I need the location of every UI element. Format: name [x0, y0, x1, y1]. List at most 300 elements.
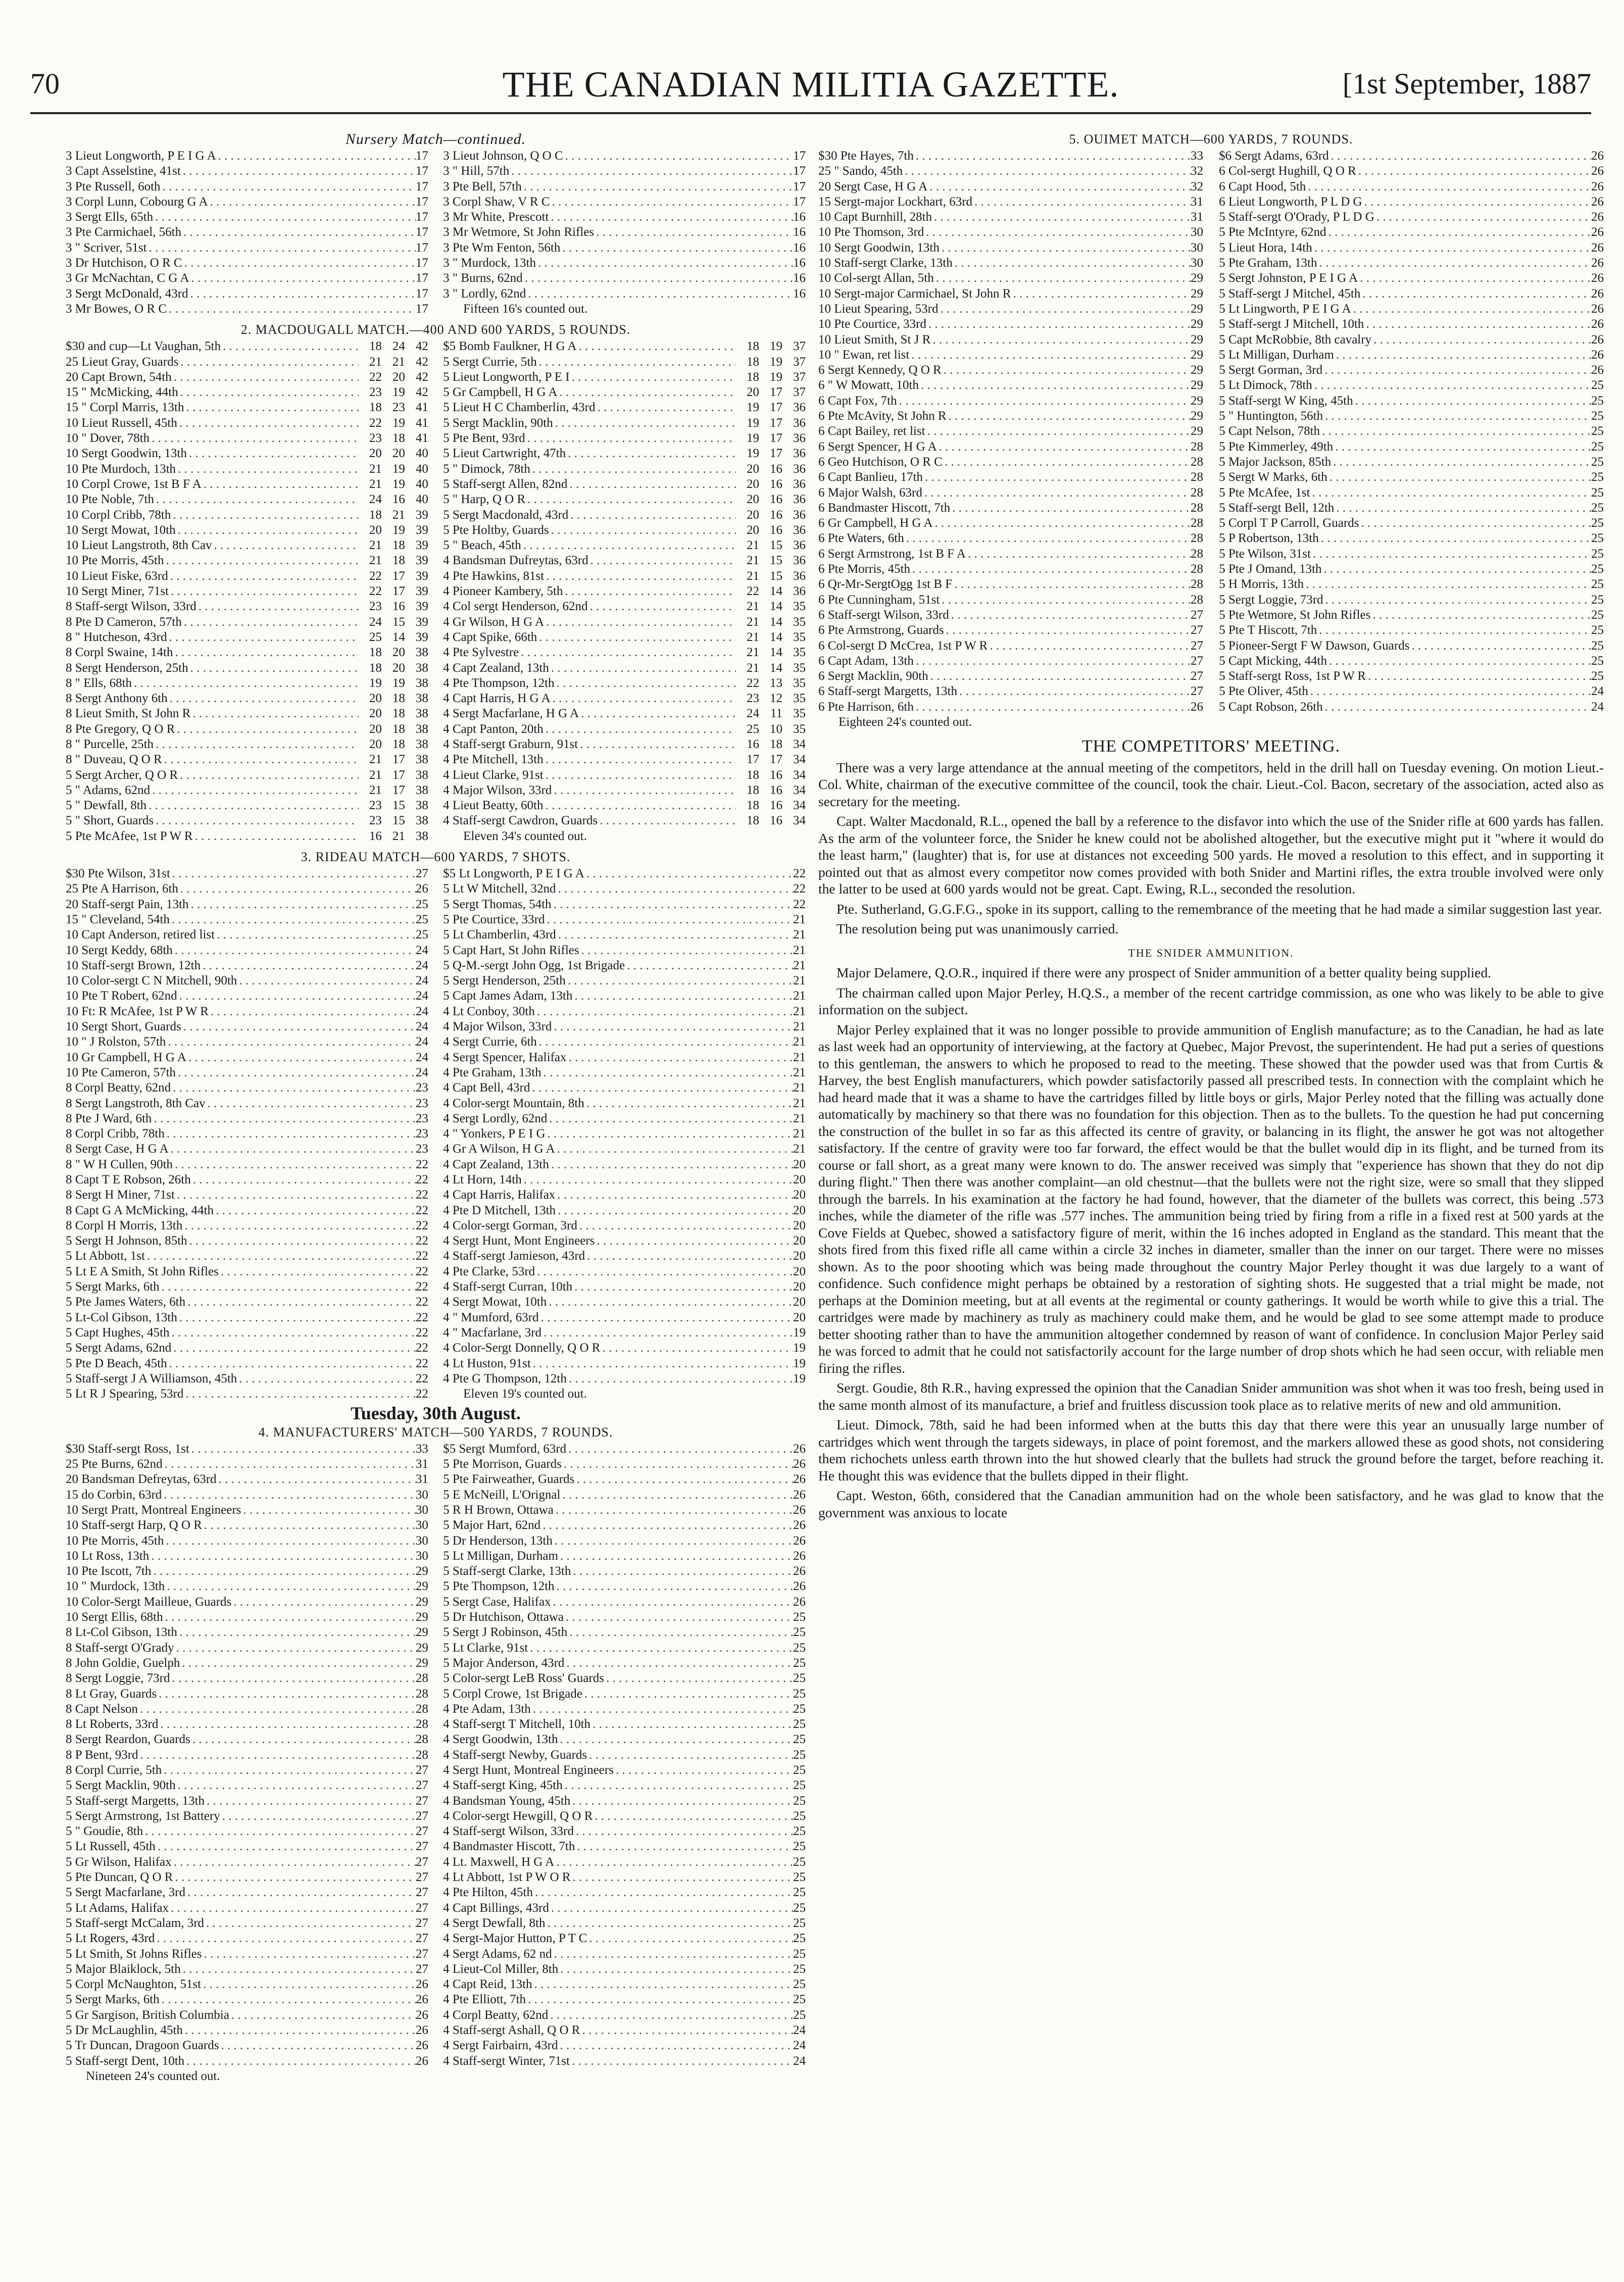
- leader-dots: [149, 1549, 416, 1564]
- result-entry: [443, 1595, 806, 1610]
- result-entry: [443, 1371, 806, 1386]
- result-entry: [818, 240, 1203, 256]
- competitor-name: 5 Sergt Currie, 5th: [443, 355, 537, 369]
- competitor-score: 17: [415, 164, 428, 178]
- competitor-score: 25: [793, 1916, 806, 1930]
- competitor-score: 26: [415, 1977, 428, 1992]
- leader-dots: [570, 1794, 793, 1809]
- result-entry: [818, 179, 1203, 194]
- competitor-score: 25: [793, 1901, 806, 1915]
- leader-dots: [519, 645, 736, 660]
- competitor-name: 8 " W H Cullen, 90th: [66, 1157, 173, 1171]
- leader-dots: [544, 615, 736, 630]
- leader-dots: [176, 523, 359, 538]
- competitor-name: $5 Bomb Faulkner, H G A: [443, 339, 577, 354]
- competitor-name: 10 Pte Murdoch, 13th: [66, 462, 176, 476]
- score-600: 17: [770, 416, 782, 430]
- leader-dots: [563, 148, 793, 164]
- leader-dots: [150, 783, 359, 798]
- competitor-name: 5 Sergt Henderson, 25th: [443, 974, 566, 988]
- leader-dots: [903, 164, 1191, 179]
- leader-dots: [556, 881, 793, 897]
- competitor-name: 4 Pte Adam, 13th: [443, 1702, 531, 1716]
- result-entry: [443, 973, 806, 988]
- result-entry: [443, 1203, 806, 1218]
- score-400: 22: [369, 416, 382, 430]
- leader-dots: [154, 492, 359, 507]
- score-400: 20: [747, 492, 759, 507]
- leader-dots: [175, 1187, 416, 1203]
- result-entry: [443, 1549, 806, 1564]
- score-600: 17: [392, 569, 405, 583]
- competitor-name: 8 Sergt Case, H G A: [66, 1142, 169, 1156]
- competitor-score: 20: [793, 1310, 806, 1324]
- competitor-name: 6 Sergt Kennedy, Q O R: [818, 363, 942, 377]
- competitor-score: 22: [793, 897, 806, 911]
- score-total: 36: [793, 401, 806, 415]
- leader-dots: [950, 501, 1191, 516]
- range-scores: [359, 339, 428, 354]
- leader-dots: [555, 1579, 793, 1594]
- result-entry: [66, 1717, 428, 1732]
- leader-dots: [544, 752, 736, 767]
- score-600: 17: [770, 385, 782, 400]
- competitor-score: 30: [415, 1533, 428, 1548]
- competitor-name: 8 P Bent, 93rd: [66, 1748, 138, 1762]
- competitor-score: 25: [1591, 409, 1604, 423]
- result-entry: [66, 1533, 428, 1549]
- result-entry: [66, 164, 428, 179]
- competitor-name: 5 Staff-sergt Bell, 12th: [1219, 501, 1335, 515]
- competitor-name: 4 Capt Reid, 13th: [443, 1977, 532, 1992]
- score-total: 38: [415, 799, 428, 813]
- competitor-name: 8 Lt Roberts, 33rd: [66, 1717, 159, 1731]
- macdougall-left-list: [66, 339, 428, 844]
- competitor-score: 28: [1190, 455, 1203, 469]
- competitor-name: 6 Capt Fox, 7th: [818, 393, 897, 408]
- result-entry: [443, 2054, 806, 2069]
- result-entry: [818, 700, 1203, 715]
- competitor-name: 8 John Goldie, Guelph: [66, 1656, 180, 1670]
- nursery-title: Nursery Match—continued.: [345, 131, 526, 147]
- leader-dots: [147, 240, 416, 256]
- result-entry: [818, 516, 1203, 531]
- leader-dots: [237, 973, 416, 988]
- result-entry: [66, 1503, 428, 1518]
- competitor-score: 29: [1190, 424, 1203, 438]
- competitor-score: 29: [1190, 286, 1203, 301]
- leader-dots: [167, 302, 416, 317]
- result-entry: [66, 1931, 428, 1946]
- competitor-name: 5 Lt Dimock, 78th: [1219, 378, 1312, 392]
- range-scores: [736, 339, 806, 354]
- range-scores: [736, 691, 806, 706]
- competitor-score: 24: [415, 1050, 428, 1064]
- competitor-name: 4 " Yonkers, P E I G: [443, 1127, 546, 1141]
- leader-dots: [191, 1172, 416, 1187]
- competitor-score: 27: [415, 867, 428, 881]
- score-600: 19: [770, 355, 782, 369]
- competitor-score: 25: [793, 1671, 806, 1685]
- competitor-name: 3 " Scriver, 51st: [66, 240, 147, 255]
- result-entry: [443, 881, 806, 897]
- competitor-name: 4 Staff-sergt Graburn, 91st: [443, 737, 578, 751]
- result-entry: [66, 1839, 428, 1854]
- score-total: 42: [415, 339, 428, 354]
- competitor-name: 6 Bandmaster Hiscott, 7th: [818, 501, 951, 515]
- leader-dots: [241, 1503, 415, 1518]
- competitor-name: 4 Sergt Hunt, Mont Engineers: [443, 1234, 595, 1248]
- competitor-name: 3 Lieut Johnson, Q O C: [443, 149, 563, 163]
- score-total: 35: [793, 661, 806, 675]
- competitor-name: 5 Pte Oliver, 45th: [1219, 684, 1308, 699]
- result-entry: [66, 1295, 428, 1310]
- score-400: 21: [369, 753, 382, 767]
- score-total: 36: [793, 416, 806, 430]
- score-600: 18: [392, 538, 405, 553]
- result-entry: [66, 538, 428, 553]
- leader-dots: [1317, 256, 1591, 271]
- article-paragraph: Major Delamere, Q.O.R., inquired if there were any prospect of Snider ammunition of a better quality being supplied.: [836, 965, 1491, 981]
- result-entry: [1219, 240, 1604, 256]
- competitor-name: 4 Staff-sergt Ashall, Q O R: [443, 2023, 580, 2038]
- competitor-name: 5 Lt Smith, St Johns Rifles: [66, 1947, 202, 1961]
- leader-dots: [570, 2054, 793, 2069]
- result-entry: [1219, 256, 1604, 271]
- score-400: 25: [747, 722, 759, 736]
- competitor-score: 26: [1591, 240, 1604, 255]
- result-entry: [1219, 485, 1604, 501]
- leader-dots: [175, 722, 358, 737]
- result-entry: [66, 1386, 428, 1402]
- competitor-name: 5 Dr McLaughlin, 45th: [66, 2023, 183, 2038]
- competitor-name: 5 " Dewfall, 8th: [66, 799, 147, 813]
- leader-dots: [187, 446, 359, 461]
- leader-dots: [542, 1065, 793, 1080]
- competitor-name: 6 Staff-sergt Wilson, 33rd: [818, 608, 949, 622]
- score-600: 21: [392, 508, 405, 522]
- result-entry: [66, 286, 428, 302]
- leader-dots: [190, 706, 359, 721]
- competitor-name: 6 Col-sergt Hughill, Q O R: [1219, 164, 1356, 178]
- leader-dots: [914, 700, 1191, 715]
- result-entry: [443, 569, 806, 584]
- competitor-score: 22: [415, 1218, 428, 1232]
- result-entry: [66, 1310, 428, 1325]
- leader-dots: [537, 355, 736, 370]
- competitor-name: 4 Lt Conboy, 30th: [443, 1004, 535, 1018]
- result-entry: [66, 737, 428, 752]
- leader-dots: [1366, 669, 1591, 684]
- leader-dots: [1353, 393, 1591, 409]
- competitor-name: 6 Sergt Armstrong, 1st B F A: [818, 547, 966, 561]
- competitor-score: 22: [415, 1280, 428, 1294]
- competitor-score: 28: [415, 1732, 428, 1747]
- leader-dots: [1364, 317, 1591, 332]
- competitor-name: 4 Lt. Maxwell, H G A: [443, 1855, 555, 1869]
- competitor-name: 4 " Macfarlane, 3rd: [443, 1325, 542, 1340]
- competitor-name: 5 Gr Campbell, H G A: [443, 385, 558, 400]
- competitor-name: 6 " W Mowatt, 10th: [818, 378, 919, 392]
- competitor-name: $30 Staff-sergt Ross, 1st: [66, 1442, 189, 1456]
- score-total: 36: [793, 462, 806, 476]
- leader-dots: [167, 630, 358, 645]
- leader-dots: [182, 256, 416, 271]
- leader-dots: [196, 599, 359, 614]
- score-400: 22: [747, 584, 759, 599]
- result-entry: [1219, 470, 1604, 485]
- competitor-name: 5 Sergt Marks, 6th: [66, 1993, 160, 2007]
- score-400: 18: [369, 646, 382, 660]
- score-400: 18: [747, 799, 759, 813]
- competitor-score: 26: [1591, 210, 1604, 224]
- competitor-score: 25: [1591, 577, 1604, 591]
- competitor-score: 21: [793, 1050, 806, 1064]
- competitor-score: 17: [793, 164, 806, 178]
- score-total: 40: [415, 477, 428, 491]
- competitor-name: $6 Sergt Adams, 63rd: [1219, 149, 1329, 163]
- result-entry: [66, 385, 428, 400]
- score-600: 18: [392, 431, 405, 445]
- competitor-score: 17: [415, 179, 428, 193]
- result-entry: [443, 2023, 806, 2038]
- competitor-score: 25: [1591, 439, 1604, 454]
- result-entry: [818, 332, 1203, 348]
- result-entry: [66, 462, 428, 477]
- competitor-score: 30: [415, 1549, 428, 1563]
- leader-dots: [550, 194, 793, 210]
- result-entry: [1219, 669, 1604, 684]
- result-entry: [443, 179, 806, 194]
- score-total: 37: [793, 370, 806, 384]
- score-400: 18: [369, 508, 382, 522]
- leader-dots: [966, 547, 1191, 562]
- counted-out-note: Eleven 19's counted out.: [463, 1387, 587, 1401]
- competitor-name: 5 Lt Russell, 45th: [66, 1840, 156, 1854]
- score-600: 14: [392, 630, 405, 644]
- competitor-score: 31: [415, 1472, 428, 1486]
- score-400: 25: [369, 630, 382, 644]
- result-entry: [443, 538, 806, 553]
- result-entry: [818, 455, 1203, 470]
- result-entry: [1219, 562, 1604, 577]
- result-entry: [443, 1503, 806, 1518]
- leader-dots: [156, 1839, 416, 1854]
- competitor-name: 5 Staff-sergt J A Williamson, 45th: [66, 1371, 237, 1385]
- competitor-score: 19: [793, 1341, 806, 1355]
- competitor-score: 27: [415, 1824, 428, 1839]
- competitor-name: 8 Lt Gray, Guards: [66, 1686, 157, 1701]
- range-scores: [736, 783, 806, 798]
- range-scores: [359, 584, 428, 599]
- leader-dots: [544, 569, 736, 584]
- leader-dots: [930, 332, 1191, 348]
- competitor-name: 4 Pte Hawkins, 81st: [443, 569, 545, 583]
- score-600: 17: [770, 431, 782, 445]
- score-600: 16: [770, 799, 782, 813]
- competitor-score: 24: [415, 1004, 428, 1018]
- leader-dots: [1312, 240, 1591, 256]
- leader-dots: [162, 752, 359, 767]
- competitor-name: 5 Capt Nelson, 78th: [1219, 424, 1320, 438]
- competitor-name: 5 " Beach, 45th: [443, 538, 521, 553]
- score-400: 21: [369, 768, 382, 782]
- leader-dots: [1362, 194, 1591, 210]
- competitor-name: 3 Corpl Shaw, V R C: [443, 194, 550, 209]
- leader-dots: [153, 210, 416, 225]
- competitor-name: 6 Col-sergt D McCrea, 1st P W R: [818, 638, 988, 653]
- result-entry: [66, 958, 428, 973]
- result-entry: [1219, 164, 1604, 179]
- result-entry: [818, 531, 1203, 546]
- competitor-name: 6 Qr-Mr-SergtOgg 1st B F: [818, 577, 953, 591]
- article-paragraph: There was a very large attendance at the annual meeting of the competitors, held in the drill hall on Tuesday evening. On motion Lieut.-Col. White, chairman of the executive committee of the council, took the chair. Lieut.-Col. Bacon, secretary of the association, acted also as secretary for the meeting.: [818, 759, 1604, 809]
- range-scores: [736, 584, 806, 599]
- score-400: 21: [747, 630, 759, 644]
- competitor-score: 25: [1591, 623, 1604, 637]
- score-600: 15: [392, 799, 405, 813]
- competitor-name: 4 Capt Panton, 20th: [443, 722, 544, 736]
- article-headline: THE COMPETITORS' MEETING.: [1081, 737, 1341, 756]
- competitor-score: 26: [1591, 302, 1604, 316]
- score-400: 21: [369, 538, 382, 553]
- leader-dots: [1317, 623, 1591, 638]
- competitor-name: 6 Capt Banlieu, 17th: [818, 470, 923, 484]
- score-600: 16: [770, 492, 782, 507]
- leader-dots: [174, 1641, 416, 1656]
- leader-dots: [600, 1341, 793, 1356]
- competitor-name: 5 Staff-sergt Ross, 1st P W R: [1219, 669, 1366, 683]
- result-entry: [443, 1341, 806, 1356]
- result-entry: [66, 1472, 428, 1487]
- competitor-score: 25: [415, 912, 428, 926]
- range-scores: [359, 676, 428, 691]
- score-total: 36: [793, 584, 806, 599]
- score-600: 18: [392, 737, 405, 751]
- competitor-score: 29: [1190, 348, 1203, 362]
- competitor-score: 25: [793, 1855, 806, 1869]
- competitor-score: 27: [1190, 608, 1203, 622]
- leader-dots: [536, 256, 793, 271]
- result-entry: [818, 424, 1203, 439]
- leader-dots: [202, 1518, 416, 1533]
- score-400: 20: [747, 462, 759, 476]
- leader-dots: [183, 1386, 416, 1402]
- leader-dots: [1306, 179, 1591, 194]
- competitor-score: 25: [1591, 592, 1604, 607]
- result-entry: [443, 225, 806, 240]
- leader-dots: [988, 638, 1191, 654]
- competitor-name: 15 Sergt-major Lockhart, 63rd: [818, 194, 973, 209]
- competitor-name: $5 Lt Longworth, P E I G A: [443, 867, 584, 881]
- competitor-score: 20: [793, 1234, 806, 1248]
- competitor-name: 8 Staff-sergt O'Grady: [66, 1641, 174, 1655]
- competitor-name: 5 Sergt Armstrong, 1st Battery: [66, 1809, 220, 1823]
- score-total: 38: [415, 829, 428, 843]
- competitor-score: 22: [415, 1203, 428, 1217]
- result-entry: [66, 1264, 428, 1279]
- competitor-name: 5 Q-M.-sergt John Ogg, 1st Brigade: [443, 958, 625, 972]
- range-scores: [736, 370, 806, 385]
- competitor-name: 4 Capt Harris, Halifax: [443, 1188, 556, 1202]
- leader-dots: [923, 470, 1191, 485]
- result-entry: [66, 783, 428, 798]
- competitor-score: 19: [793, 1325, 806, 1340]
- competitor-name: 10 Sergt Miner, 71st: [66, 584, 169, 599]
- leader-dots: [532, 1977, 793, 1992]
- leader-dots: [552, 1019, 793, 1034]
- competitor-name: 5 Major Jackson, 85th: [1219, 455, 1332, 469]
- nursery-left-list: [66, 148, 428, 317]
- competitor-name: 5 Lt-Col Gibson, 13th: [66, 1310, 177, 1324]
- competitor-name: 5 Tr Duncan, Dragoon Guards: [66, 2039, 219, 2053]
- result-entry: [1219, 286, 1604, 302]
- result-entry: [66, 210, 428, 225]
- score-400: 23: [369, 600, 382, 614]
- leader-dots: [190, 1732, 416, 1747]
- leader-dots: [157, 1686, 416, 1702]
- competitor-score: 22: [415, 1387, 428, 1401]
- result-entry: [66, 1187, 428, 1203]
- result-entry: [66, 1157, 428, 1172]
- result-entry: [443, 1962, 806, 1977]
- result-entry: [443, 1763, 806, 1778]
- leader-dots: [572, 1279, 793, 1295]
- score-400: 21: [747, 538, 759, 553]
- competitor-name: $30 and cup—Lt Vaughan, 5th: [66, 339, 221, 354]
- macdougall-results: [66, 339, 806, 844]
- score-total: 39: [415, 523, 428, 537]
- competitor-score: 19: [793, 1371, 806, 1385]
- competitor-name: 5 Major Blaiklock, 5th: [66, 1962, 181, 1976]
- leader-dots: [1323, 700, 1591, 715]
- result-entry: [1219, 638, 1604, 654]
- leader-dots: [158, 1717, 416, 1732]
- result-entry: [818, 393, 1203, 409]
- score-600: 19: [392, 462, 405, 476]
- range-scores: [736, 416, 806, 431]
- competitor-name: 5 Lt Milligan, Durham: [443, 1549, 558, 1563]
- score-400: 16: [747, 737, 759, 751]
- leader-dots: [169, 584, 359, 599]
- result-entry: [443, 1233, 806, 1249]
- range-scores: [359, 400, 428, 415]
- result-entry: [1219, 501, 1604, 516]
- competitor-name: 4 Pte Thompson, 12th: [443, 676, 555, 690]
- result-entry: [66, 988, 428, 1004]
- competitor-score: 25: [1591, 638, 1604, 653]
- competitor-score: 29: [1190, 363, 1203, 377]
- score-600: 16: [770, 462, 782, 476]
- competitor-score: 25: [793, 1732, 806, 1747]
- competitor-name: 5 Corpl McNaughton, 51st: [66, 1977, 202, 1992]
- competitor-score: 29: [1190, 393, 1203, 408]
- competitor-name: 15 do Corbin, 63rd: [66, 1487, 162, 1502]
- competitor-score: 25: [793, 1641, 806, 1655]
- score-total: 39: [415, 630, 428, 644]
- competitor-name: 5 Staff-sergt J Mitchel, 45th: [1219, 286, 1361, 301]
- competitor-name: 8 Capt Nelson: [66, 1702, 138, 1716]
- result-entry: [443, 897, 806, 912]
- score-total: 38: [415, 737, 428, 751]
- result-entry: [443, 912, 806, 927]
- competitor-score: 17: [415, 286, 428, 301]
- competitor-score: 25: [793, 1763, 806, 1777]
- day-heading: Tuesday, 30th August.: [351, 1403, 521, 1424]
- leader-dots: [560, 240, 793, 256]
- competitor-score: 22: [415, 1188, 428, 1202]
- score-total: 40: [415, 492, 428, 507]
